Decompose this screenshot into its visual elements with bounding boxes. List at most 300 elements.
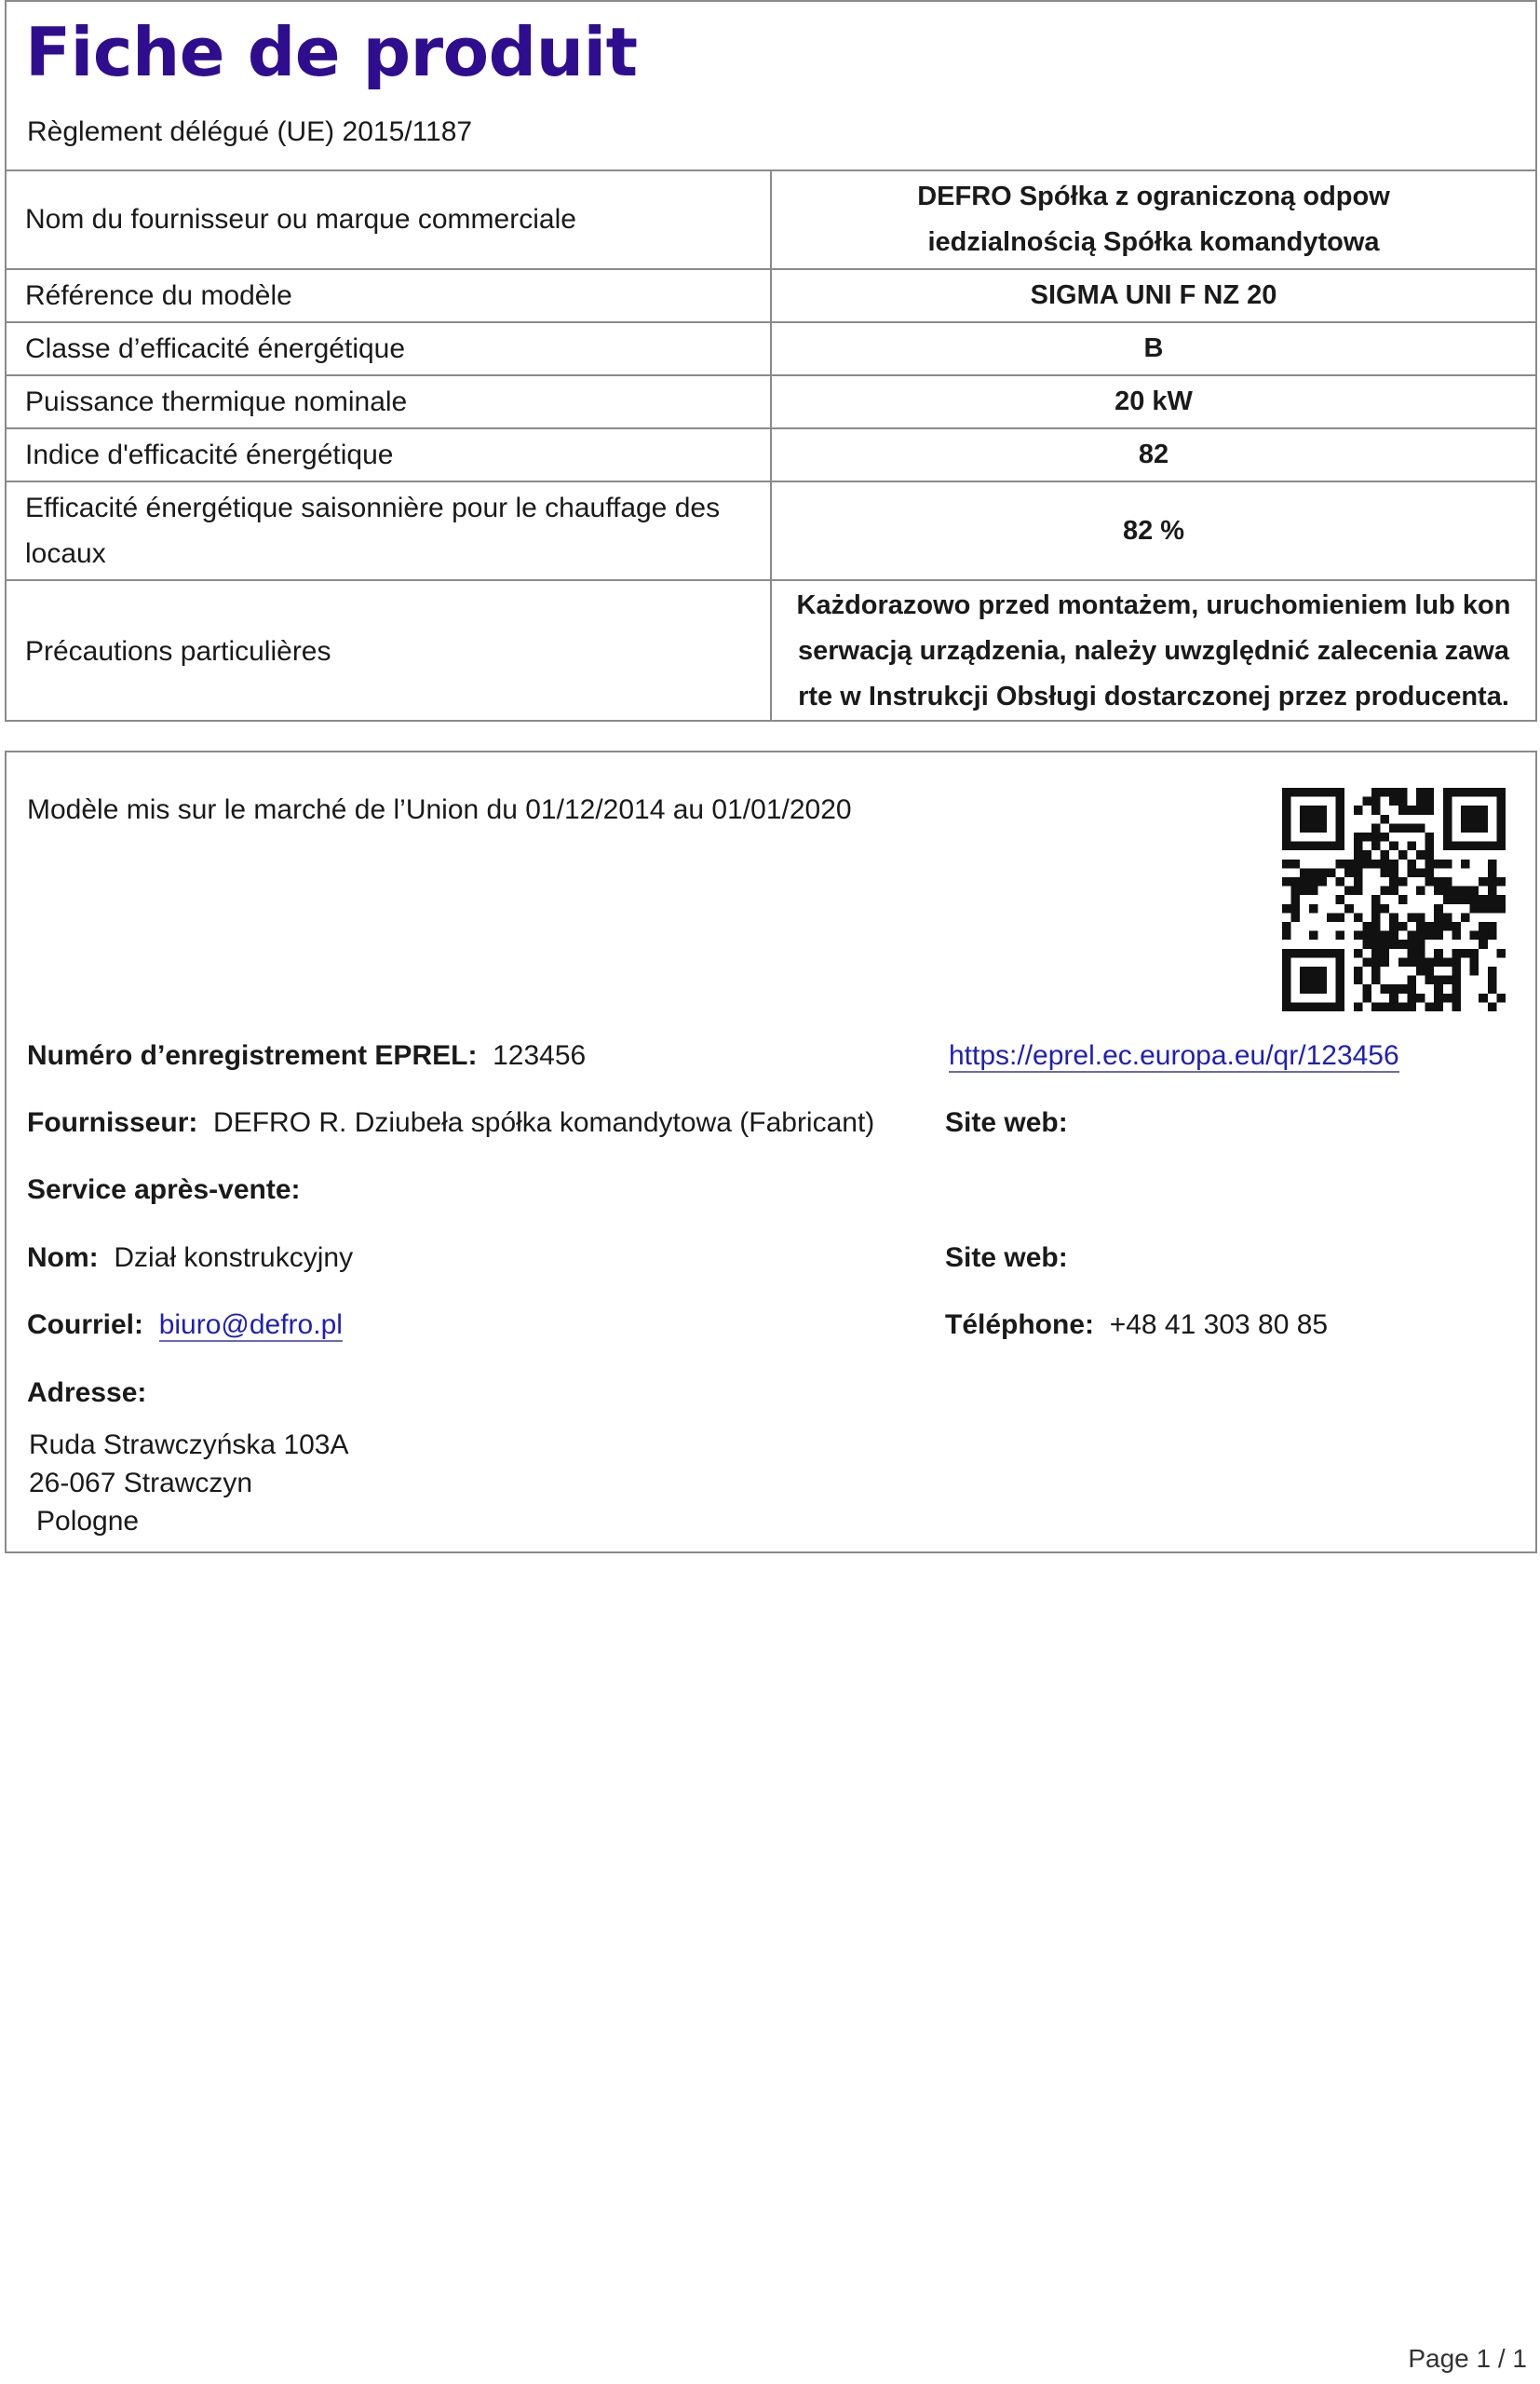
qr-module [1300, 967, 1309, 976]
eprel-link[interactable]: https://eprel.ec.europa.eu/qr/123456 [949, 1040, 1399, 1071]
qr-module [1282, 957, 1291, 967]
page-number: Page 1 / 1 [1408, 2344, 1527, 2373]
qr-module [1371, 842, 1381, 851]
product-info-box [5, 0, 1537, 722]
qr-module [1452, 984, 1461, 994]
qr-module [1488, 967, 1497, 976]
address-line: Ruda Strawczyńska 103A [29, 1429, 349, 1460]
qr-module [1381, 868, 1390, 877]
qr-module [1362, 833, 1371, 842]
qr-module [1282, 797, 1291, 806]
qr-module [1461, 913, 1470, 922]
qr-module [1282, 833, 1291, 842]
qr-module [1434, 984, 1443, 994]
qr-module [1398, 922, 1408, 931]
qr-module [1327, 913, 1336, 922]
qr-module [1425, 860, 1435, 869]
qr-module [1336, 895, 1345, 904]
qr-module [1425, 931, 1435, 941]
supplier-value: DEFRO R. Dziubeła spółka komandytowa (Fabricant) [213, 1107, 875, 1138]
qr-module [1371, 957, 1381, 967]
qr-module [1434, 1002, 1443, 1011]
qr-module [1371, 833, 1381, 842]
table-row [7, 375, 1535, 428]
qr-module [1425, 833, 1435, 842]
qr-module [1354, 833, 1363, 842]
qr-module [1309, 788, 1318, 797]
qr-module [1300, 887, 1309, 896]
qr-module [1461, 788, 1470, 797]
qr-module [1381, 984, 1390, 994]
service-name-label: Nom: [27, 1242, 99, 1273]
qr-module [1300, 976, 1309, 985]
qr-module [1407, 842, 1416, 851]
qr-module [1425, 788, 1435, 797]
qr-module [1389, 860, 1398, 869]
qr-module [1416, 823, 1425, 833]
qr-module [1461, 842, 1470, 851]
qr-module [1434, 949, 1443, 958]
qr-module [1496, 806, 1506, 815]
qr-module [1291, 904, 1301, 914]
qr-module [1300, 1002, 1309, 1011]
eprel-value: 123456 [493, 1040, 587, 1071]
qr-module [1479, 904, 1488, 914]
qr-module [1416, 931, 1425, 941]
qr-module [1282, 815, 1291, 824]
qr-module [1443, 895, 1452, 904]
spec-value [771, 580, 1535, 722]
qr-module [1300, 842, 1309, 851]
qr-module [1362, 850, 1371, 860]
qr-module [1407, 984, 1416, 994]
qr-module [1479, 895, 1488, 904]
qr-module [1443, 957, 1452, 967]
qr-module [1416, 868, 1425, 877]
qr-module [1398, 940, 1408, 949]
qr-module [1461, 949, 1470, 958]
qr-module [1398, 850, 1408, 860]
email-link[interactable]: biuro@defro.pl [158, 1309, 343, 1340]
qr-module [1488, 976, 1497, 985]
qr-module [1425, 976, 1435, 985]
qr-module [1381, 788, 1390, 797]
table-row [7, 580, 1535, 722]
qr-module [1452, 967, 1461, 976]
qr-module [1496, 895, 1506, 904]
qr-module [1488, 904, 1497, 914]
qr-module [1282, 984, 1291, 994]
qr-module [1282, 931, 1291, 941]
qr-module [1317, 877, 1327, 887]
qr-module [1389, 887, 1398, 896]
qr-module [1407, 957, 1416, 967]
qr-module [1452, 957, 1461, 967]
qr-module [1443, 806, 1452, 815]
qr-module [1479, 940, 1488, 949]
qr-module [1496, 797, 1506, 806]
qr-module [1371, 967, 1381, 976]
qr-module [1416, 788, 1425, 797]
qr-module [1416, 913, 1425, 922]
qr-module [1336, 823, 1345, 833]
qr-module [1479, 994, 1488, 1003]
qr-module [1381, 940, 1390, 949]
qr-module [1470, 823, 1479, 833]
qr-module [1434, 887, 1443, 896]
qr-module [1443, 815, 1452, 824]
qr-module [1309, 967, 1318, 976]
qr-module [1452, 931, 1461, 941]
qr-module [1354, 949, 1363, 958]
qr-module [1470, 904, 1479, 914]
qr-module [1336, 833, 1345, 842]
qr-module [1381, 904, 1390, 914]
qr-module [1398, 984, 1408, 994]
qr-module [1461, 815, 1470, 824]
qr-module [1407, 931, 1416, 941]
qr-module [1470, 887, 1479, 896]
address-block [29, 1426, 349, 1540]
spec-value [771, 170, 1535, 269]
qr-module [1336, 860, 1345, 869]
qr-module [1452, 788, 1461, 797]
qr-module [1362, 984, 1371, 994]
qr-module [1496, 949, 1506, 958]
qr-module [1381, 860, 1390, 869]
qr-module [1488, 931, 1497, 941]
qr-module [1470, 806, 1479, 815]
qr-module [1443, 913, 1452, 922]
qr-module [1362, 994, 1371, 1003]
qr-module [1425, 967, 1435, 976]
regulation-text: Règlement délégué (UE) 2015/1187 [27, 116, 473, 147]
qr-module [1425, 877, 1435, 887]
qr-module [1354, 967, 1363, 976]
qr-module [1434, 931, 1443, 941]
qr-module [1354, 931, 1363, 941]
qr-module [1461, 806, 1470, 815]
qr-module [1496, 877, 1506, 887]
qr-module [1488, 868, 1497, 877]
phone-label: Téléphone: [945, 1309, 1095, 1340]
spec-label: Puissance thermique nominale [7, 375, 771, 428]
qr-module [1434, 976, 1443, 985]
qr-module [1317, 788, 1327, 797]
qr-module [1479, 806, 1488, 815]
qr-module [1461, 895, 1470, 904]
qr-module [1389, 931, 1398, 941]
qr-module [1425, 868, 1435, 877]
qr-module [1389, 922, 1398, 931]
qr-module [1336, 788, 1345, 797]
qr-module [1452, 976, 1461, 985]
qr-module [1496, 842, 1506, 851]
qr-module [1336, 913, 1345, 922]
qr-module [1309, 823, 1318, 833]
qr-module [1434, 994, 1443, 1003]
qr-module [1461, 887, 1470, 896]
qr-module [1336, 797, 1345, 806]
qr-module [1479, 815, 1488, 824]
qr-module [1479, 931, 1488, 941]
qr-module [1327, 842, 1336, 851]
qr-module [1434, 860, 1443, 869]
qr-module [1452, 887, 1461, 896]
qr-module [1496, 815, 1506, 824]
address-line: Pologne [36, 1506, 140, 1537]
qr-module [1470, 815, 1479, 824]
spec-label: Indice d'efficacité énergétique [7, 428, 771, 481]
qr-module [1407, 823, 1416, 833]
table-row [7, 269, 1535, 322]
qr-module [1488, 860, 1497, 869]
qr-module [1317, 1002, 1327, 1011]
spec-label: Nom du fournisseur ou marque commerciale [7, 170, 771, 269]
qr-module [1425, 806, 1435, 815]
qr-module [1371, 931, 1381, 941]
qr-module [1327, 949, 1336, 958]
qr-module [1354, 850, 1363, 860]
qr-module [1452, 842, 1461, 851]
qr-module [1354, 860, 1363, 869]
qr-module [1398, 797, 1408, 806]
qr-module [1416, 797, 1425, 806]
qr-module [1496, 823, 1506, 833]
qr-module [1371, 940, 1381, 949]
qr-module [1496, 788, 1506, 797]
qr-module [1407, 976, 1416, 985]
qr-module [1407, 868, 1416, 877]
qr-module [1434, 922, 1443, 931]
qr-module [1362, 860, 1371, 869]
qr-module [1443, 797, 1452, 806]
qr-module [1317, 984, 1327, 994]
qr-code-icon [1282, 788, 1506, 1011]
qr-module [1470, 949, 1479, 958]
qr-module [1488, 788, 1497, 797]
qr-module [1344, 887, 1354, 896]
qr-module [1407, 949, 1416, 958]
qr-module [1317, 976, 1327, 985]
qr-module [1452, 994, 1461, 1003]
qr-module [1336, 984, 1345, 994]
qr-module [1344, 904, 1354, 914]
qr-module [1434, 957, 1443, 967]
qr-module [1381, 957, 1390, 967]
qr-module [1327, 788, 1336, 797]
qr-module [1443, 994, 1452, 1003]
qr-module [1381, 1002, 1390, 1011]
qr-module [1362, 931, 1371, 941]
qr-module [1282, 823, 1291, 833]
qr-module [1496, 994, 1506, 1003]
qr-module [1317, 949, 1327, 958]
qr-module [1425, 842, 1435, 851]
qr-module [1309, 931, 1318, 941]
qr-module [1443, 842, 1452, 851]
spec-value-line: iedzialnością Spółka komandytowa [927, 227, 1380, 257]
qr-module [1389, 842, 1398, 851]
qr-module [1371, 797, 1381, 806]
qr-module [1389, 984, 1398, 994]
qr-module [1425, 922, 1435, 931]
qr-module [1389, 788, 1398, 797]
qr-module [1309, 806, 1318, 815]
eprel-number-row [27, 1036, 586, 1077]
qr-module [1336, 994, 1345, 1003]
qr-module [1434, 913, 1443, 922]
market-period: Modèle mis sur le marché de l’Union du 01/12/2014 au 01/01/2020 [27, 794, 852, 825]
qr-module [1389, 1002, 1398, 1011]
qr-module [1416, 940, 1425, 949]
qr-module [1309, 868, 1318, 877]
qr-module [1371, 922, 1381, 931]
qr-module [1389, 940, 1398, 949]
email-label: Courriel: [27, 1309, 144, 1340]
qr-module [1389, 994, 1398, 1003]
spec-value: 20 kW [771, 375, 1535, 428]
qr-module [1371, 976, 1381, 985]
qr-module [1362, 922, 1371, 931]
qr-module [1282, 994, 1291, 1003]
spec-value-line: DEFRO Spółka z ograniczoną odpow [917, 182, 1390, 211]
qr-module [1300, 823, 1309, 833]
supplier-label: Fournisseur: [27, 1107, 198, 1138]
page-title: Fiche de produit [25, 13, 638, 91]
qr-module [1336, 1002, 1345, 1011]
qr-module [1291, 1002, 1301, 1011]
qr-module [1470, 895, 1479, 904]
qr-module [1470, 842, 1479, 851]
qr-module [1381, 931, 1390, 941]
service-name-row [27, 1238, 353, 1279]
qr-module [1488, 877, 1497, 887]
qr-module [1282, 967, 1291, 976]
qr-module [1309, 887, 1318, 896]
qr-module [1327, 1002, 1336, 1011]
table-row [7, 170, 1535, 269]
service-phone-row [945, 1305, 1328, 1346]
qr-module [1398, 895, 1408, 904]
phone-value: +48 41 303 80 85 [1109, 1309, 1329, 1340]
qr-module [1362, 940, 1371, 949]
qr-module [1336, 806, 1345, 815]
qr-module [1416, 949, 1425, 958]
qr-module [1336, 931, 1345, 941]
qr-module [1461, 860, 1470, 869]
qr-module [1479, 842, 1488, 851]
qr-module [1452, 949, 1461, 958]
qr-module [1443, 922, 1452, 931]
qr-module [1354, 877, 1363, 887]
qr-module [1291, 860, 1301, 869]
qr-module [1282, 904, 1291, 914]
qr-module [1317, 868, 1327, 877]
qr-module [1309, 815, 1318, 824]
qr-module [1479, 922, 1488, 931]
qr-module [1282, 877, 1291, 887]
spec-value: SIGMA UNI F NZ 20 [771, 269, 1535, 322]
qr-module [1291, 788, 1301, 797]
qr-module [1354, 887, 1363, 896]
table-row [7, 481, 1535, 580]
qr-module [1416, 957, 1425, 967]
qr-module [1381, 815, 1390, 824]
qr-module [1488, 887, 1497, 896]
spec-value: B [771, 322, 1535, 375]
qr-module [1300, 806, 1309, 815]
qr-module [1354, 868, 1363, 877]
qr-module [1398, 823, 1408, 833]
supplier-website-label: Site web: [945, 1107, 1068, 1138]
qr-module [1371, 904, 1381, 914]
qr-module [1300, 815, 1309, 824]
qr-module [1309, 1002, 1318, 1011]
qr-module [1398, 788, 1408, 797]
qr-module [1452, 1002, 1461, 1011]
service-heading: Service après-vente: [27, 1174, 301, 1205]
qr-module [1470, 788, 1479, 797]
qr-module [1354, 976, 1363, 985]
table-row [7, 322, 1535, 375]
address-line: 26-067 Strawczyn [29, 1468, 253, 1498]
qr-module [1371, 1002, 1381, 1011]
table-row [7, 428, 1535, 481]
spec-label-line: Efficacité énergétique saisonnière pour le chauffage des [25, 493, 721, 523]
qr-module [1354, 913, 1363, 922]
qr-module [1488, 922, 1497, 931]
qr-module [1488, 1002, 1497, 1011]
qr-module [1452, 922, 1461, 931]
qr-module [1282, 842, 1291, 851]
qr-module [1470, 931, 1479, 941]
qr-module [1309, 984, 1318, 994]
qr-module [1452, 895, 1461, 904]
spec-label-line: locaux [25, 538, 106, 569]
registration-box [5, 751, 1537, 1553]
qr-module [1407, 913, 1416, 922]
qr-module [1425, 1002, 1435, 1011]
qr-module [1300, 984, 1309, 994]
spec-label: Classe d’efficacité énergétique [7, 322, 771, 375]
qr-module [1336, 976, 1345, 985]
qr-module [1381, 887, 1390, 896]
qr-module [1291, 949, 1301, 958]
qr-module [1398, 1002, 1408, 1011]
eprel-url-row[interactable] [949, 1036, 1399, 1077]
qr-module [1317, 967, 1327, 976]
qr-module [1381, 833, 1390, 842]
qr-module [1371, 895, 1381, 904]
qr-module [1291, 887, 1301, 896]
qr-module [1309, 877, 1318, 887]
qr-module [1488, 984, 1497, 994]
spec-value-line: Każdorazowo przed montażem, uruchomieniem lub kon [796, 590, 1511, 620]
qr-module [1389, 823, 1398, 833]
spec-label: Précautions particulières [7, 580, 771, 722]
service-email-row [27, 1305, 343, 1346]
qr-module [1317, 823, 1327, 833]
service-name-value: Dział konstrukcyjny [114, 1242, 354, 1273]
qr-module [1354, 842, 1363, 851]
qr-module [1300, 877, 1309, 887]
qr-module [1291, 842, 1301, 851]
qr-module [1309, 904, 1318, 914]
qr-module [1389, 868, 1398, 877]
spec-table [7, 169, 1535, 722]
qr-module [1443, 976, 1452, 985]
